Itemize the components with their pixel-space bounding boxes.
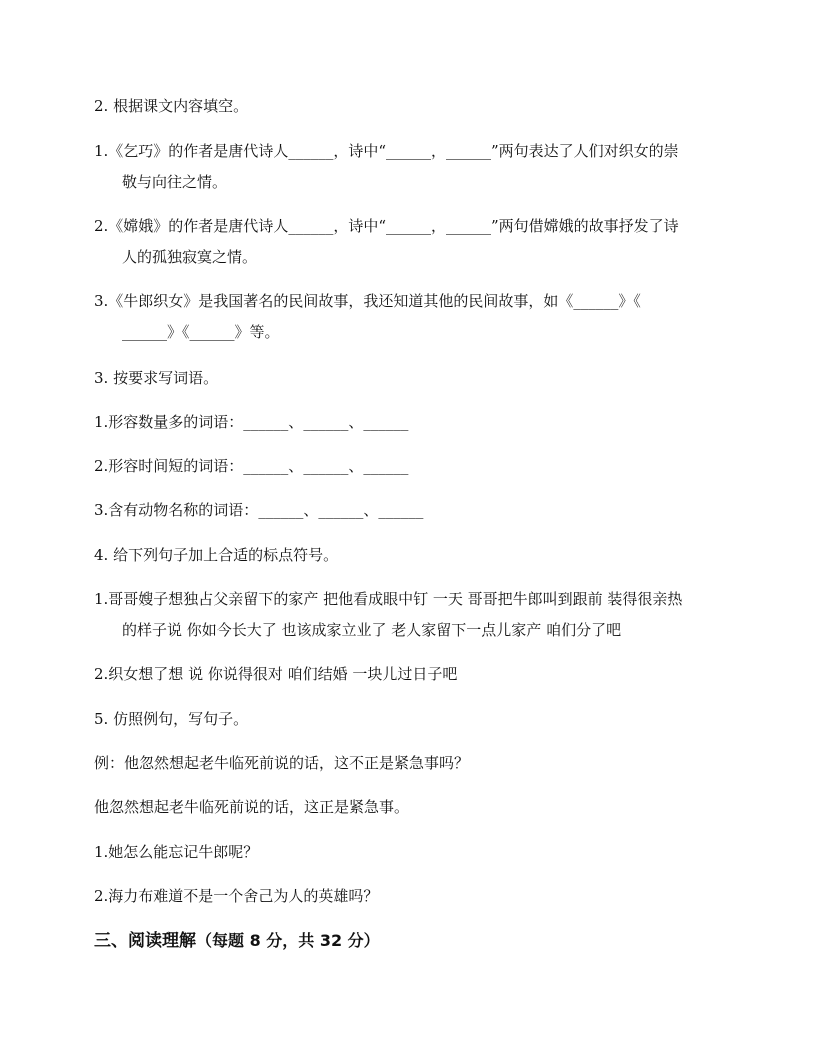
question-2-item-2: 2.《嫦娥》的作者是唐代诗人______，诗中“______，______”两句借嫦娥的故事抒发了诗 [94, 217, 679, 235]
question-2-item-1-continued: 敬与向往之情。 [122, 173, 228, 191]
question-4-heading: 4. 给下列句子加上合适的标点符号。 [94, 546, 339, 564]
question-4-item-2: 2.织女想了想 说 你说得很对 咱们结婚 一块儿过日子吧 [94, 665, 458, 683]
question-5-example: 例：他忽然想起老牛临死前说的话，这不正是紧急事吗？ [94, 754, 470, 772]
question-2-heading: 2. 根据课文内容填空。 [94, 97, 249, 115]
question-2-item-3-continued: ______》《______》等。 [122, 323, 280, 341]
question-4-item-1-continued: 的样子说 你如今长大了 也该成家立业了 老人家留下一点儿家产 咱们分了吧 [122, 621, 622, 639]
question-5-heading: 5. 仿照例句，写句子。 [94, 710, 249, 728]
question-5-item-2: 2.海力布难道不是一个舍己为人的英雄吗？ [94, 887, 379, 905]
question-2-item-2-continued: 人的孤独寂寞之情。 [122, 248, 258, 266]
section-title: 三、阅读理解 [94, 931, 196, 951]
question-2-item-3: 3.《牛郎织女》是我国著名的民间故事，我还知道其他的民间故事，如《______》《 [94, 292, 641, 310]
question-5-example-answer: 他忽然想起老牛临死前说的话，这正是紧急事。 [94, 798, 410, 816]
section-heading [94, 931, 734, 951]
question-5-item-1: 1.她怎么能忘记牛郎呢？ [94, 843, 259, 861]
question-3-item-2: 2.形容时间短的词语：______、______、______ [94, 457, 409, 475]
section-score-note: （每题 8 分，共 32 分） [196, 931, 380, 950]
question-2-item-1: 1.《乞巧》的作者是唐代诗人______，诗中“______，______”两句表达了人们对织女的崇 [94, 142, 679, 160]
question-3-item-1: 1.形容数量多的词语：______、______、______ [94, 413, 409, 431]
question-3-item-3: 3.含有动物名称的词语：______、______、______ [94, 501, 424, 519]
question-4-item-1: 1.哥哥嫂子想独占父亲留下的家产 把他看成眼中钉 一天 哥哥把牛郎叫到跟前 装得很亲热 [94, 590, 683, 608]
question-3-heading: 3. 按要求写词语。 [94, 369, 219, 387]
